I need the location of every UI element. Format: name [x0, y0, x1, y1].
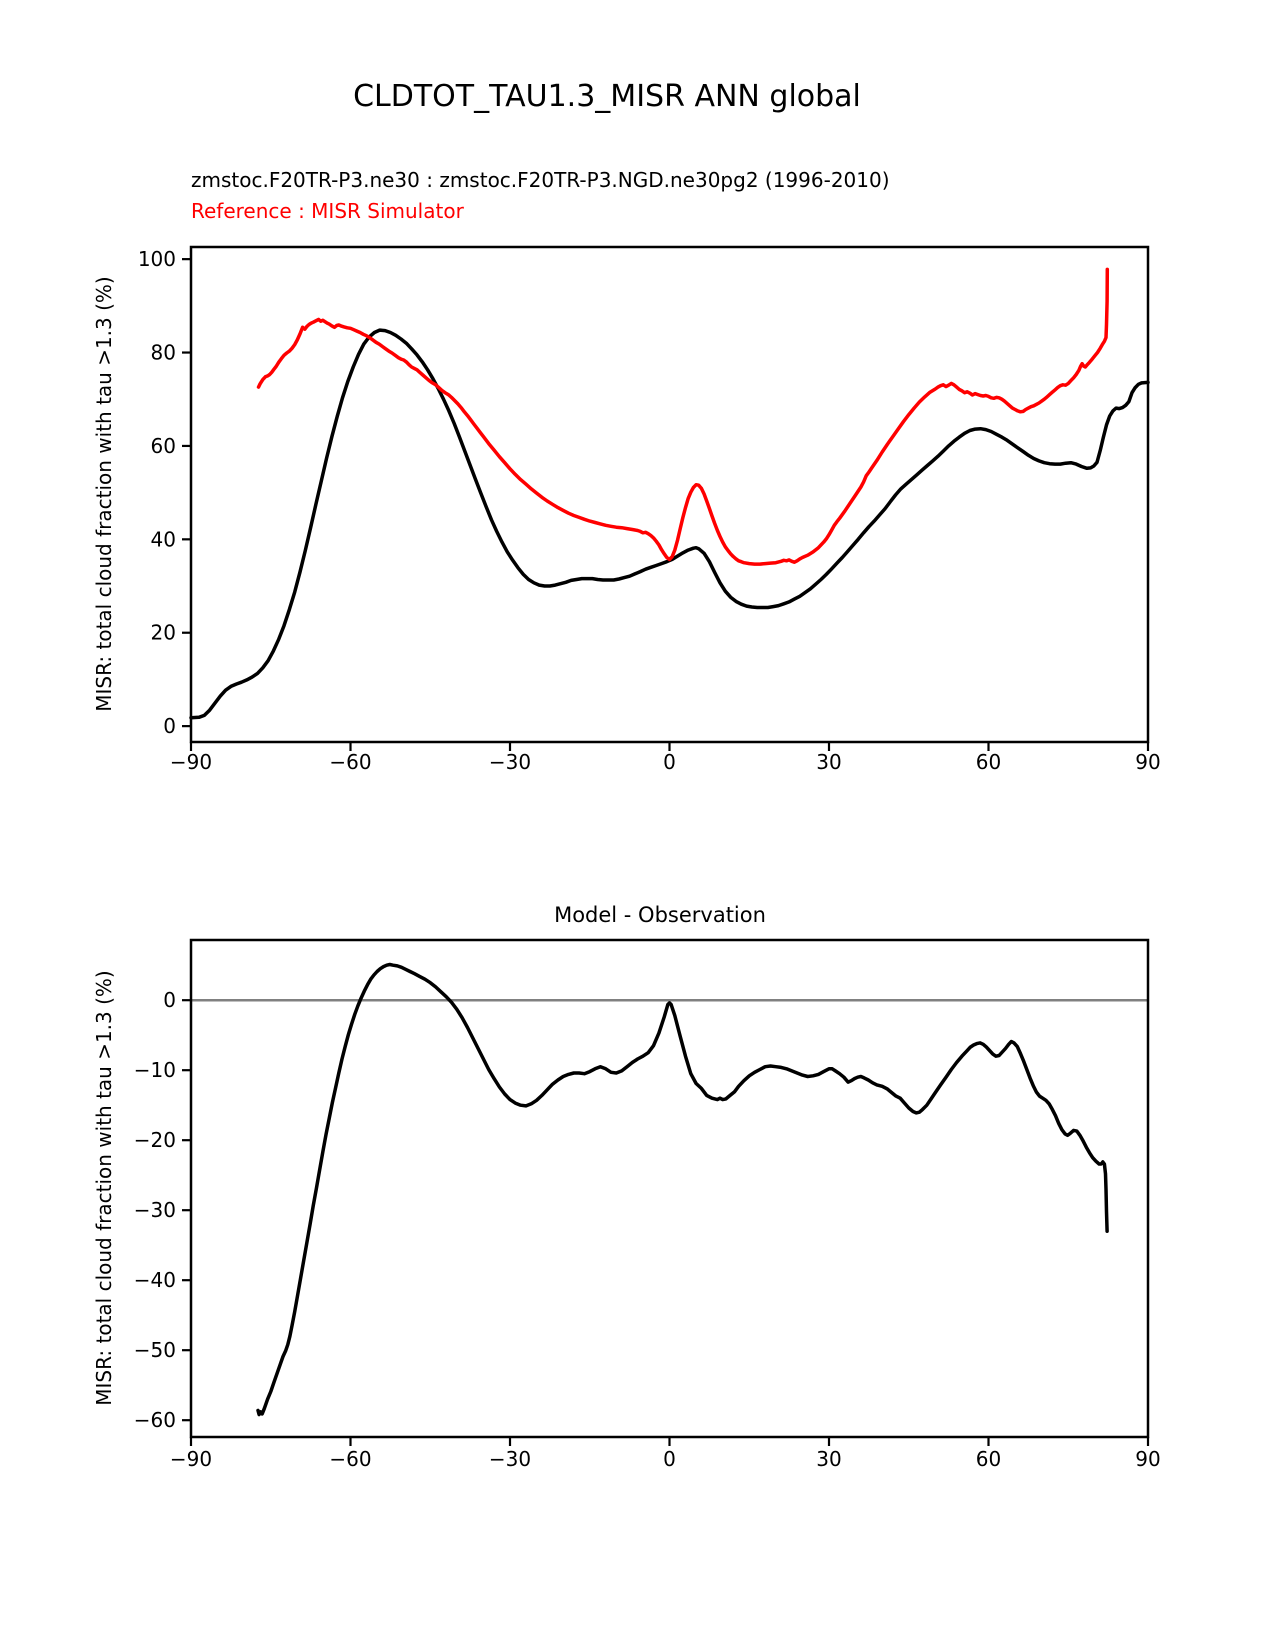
main-axes-frame: [191, 247, 1148, 742]
diff-y-tick-label: −20: [133, 1128, 176, 1153]
diff-x-tick-label: −90: [169, 1447, 213, 1471]
main-x-tick-label: −60: [329, 750, 372, 774]
diff-x-tick-label: −60: [329, 1447, 372, 1471]
main-y-tick-label: 60: [150, 433, 176, 458]
top-y-axis-label: MISR: total cloud fraction with tau >1.3 (%): [92, 276, 116, 712]
diff-panel-title: Model - Observation: [554, 903, 766, 927]
diff-y-tick-label: −50: [133, 1338, 176, 1363]
diff-y-tick-label: −40: [133, 1268, 176, 1293]
main-x-tick-label: 30: [816, 750, 842, 774]
diff-x-tick-label: 90: [1135, 1447, 1161, 1471]
main-x-tick-label: 0: [663, 750, 676, 774]
main-y-tick-label: 20: [150, 620, 176, 645]
main-y-tick-label: 40: [150, 527, 176, 552]
main-y-tick-label: 100: [137, 247, 176, 272]
diff-series-model-curve: [258, 965, 1107, 1415]
diff-y-tick-label: 0: [163, 988, 176, 1013]
main-x-tick-label: 90: [1135, 750, 1161, 774]
main-x-tick-label: −30: [488, 750, 532, 774]
main-series-model-curve: [191, 330, 1148, 718]
diff-x-tick-label: 60: [975, 1447, 1002, 1471]
bottom-y-axis-label: MISR: total cloud fraction with tau >1.3 (%): [92, 970, 116, 1406]
diff-y-tick-label: −60: [133, 1408, 176, 1433]
main-y-tick-label: 80: [150, 340, 176, 365]
diff-x-tick-label: 30: [816, 1447, 842, 1471]
diff-axes-frame: [191, 940, 1148, 1437]
reference-label: Reference : MISR Simulator: [191, 199, 464, 223]
figure-title: CLDTOT_TAU1.3_MISR ANN global: [353, 79, 861, 114]
diff-x-tick-label: 0: [663, 1447, 676, 1471]
diff-y-tick-label: −30: [133, 1198, 176, 1223]
main-y-tick-label: 0: [163, 714, 176, 739]
main-series-reference-curve: [259, 269, 1108, 564]
diff-y-tick-label: −10: [133, 1058, 176, 1083]
main-x-tick-label: 60: [975, 750, 1002, 774]
diff-x-tick-label: −30: [488, 1447, 532, 1471]
main-x-tick-label: −90: [169, 750, 213, 774]
model-case-label: zmstoc.F20TR-P3.ne30 : zmstoc.F20TR-P3.NGD.ne30pg2 (1996-2010): [191, 168, 890, 192]
